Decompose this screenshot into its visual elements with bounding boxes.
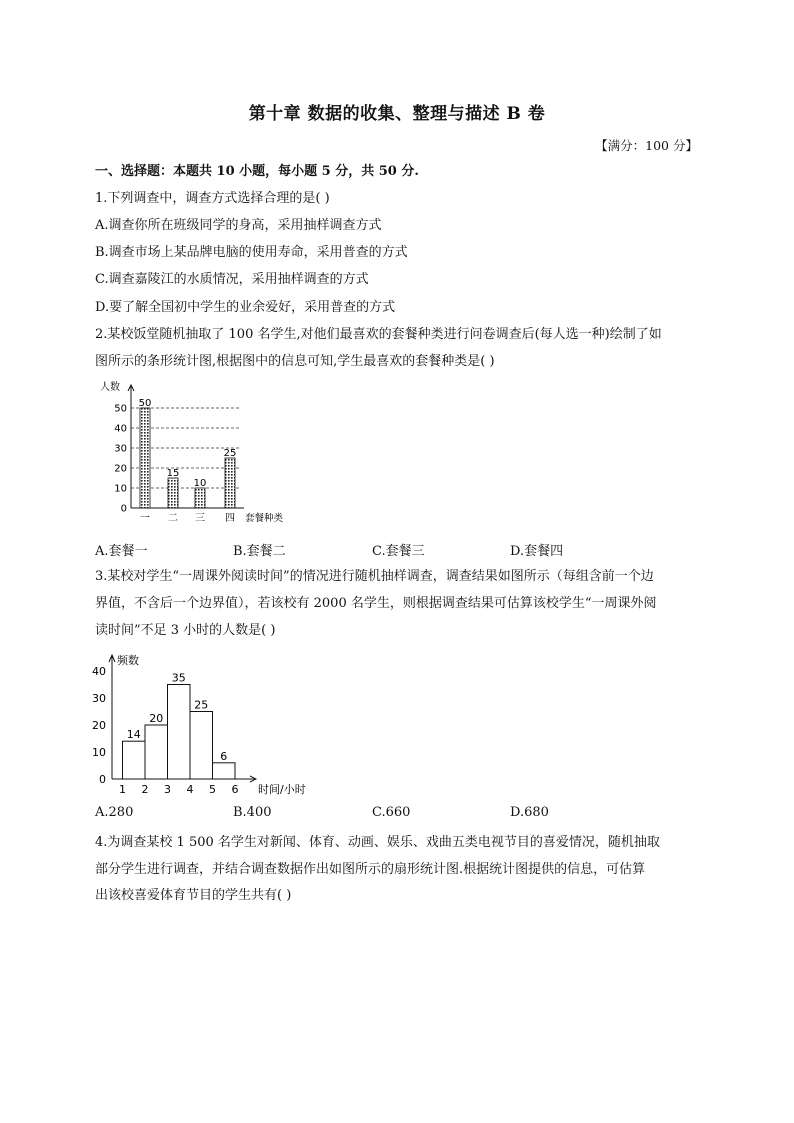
x-tick-label: 四 — [225, 513, 235, 524]
y-axis-label: 频数 — [117, 654, 139, 667]
q3-stem-line3: 读时间”不足 3 小时的人数是( ) — [95, 623, 276, 638]
histogram-bar — [168, 685, 191, 780]
q2-stem-line2: 图所示的条形统计图,根据图中的信息可知,学生最喜欢的套餐种类是( ) — [95, 354, 495, 369]
x-tick-label: 一 — [140, 513, 150, 524]
q2-option-b: B.套餐二 — [233, 544, 286, 559]
q1-option-d: D.要了解全国初中学生的业余爱好，采用普查的方式 — [95, 300, 396, 315]
q2-option-c: C.套餐三 — [372, 544, 425, 559]
bar — [195, 488, 205, 508]
y-tick-label: 20 — [92, 719, 106, 732]
x-axis-label: 时间/小时 — [258, 783, 306, 796]
q3-option-a: A.280 — [95, 805, 134, 820]
x-tick-label: 3 — [164, 783, 171, 796]
histogram-bar — [190, 712, 213, 780]
y-tick-label: 10 — [114, 483, 127, 495]
q1-option-b: B.调查市场上某品牌电脑的使用寿命，采用普查的方式 — [95, 245, 408, 260]
y-tick-label: 30 — [114, 443, 127, 455]
x-tick-label: 2 — [141, 783, 149, 796]
meal-bar-chart — [96, 378, 306, 533]
histogram-bar — [123, 741, 146, 779]
x-tick-label: 三 — [195, 513, 205, 524]
q3-option-c: C.660 — [372, 805, 411, 820]
x-tick-label: 二 — [168, 513, 178, 524]
y-tick-label: 40 — [92, 665, 106, 678]
y-tick-label: 40 — [114, 423, 127, 435]
y-tick-label: 10 — [92, 746, 106, 759]
y-tick-label: 20 — [114, 463, 127, 475]
q3-stem-line2: 界值，不含后一个边界值），若该校有 2000 名学生，则根据调查结果可估算该校学生“一周课外阅 — [95, 596, 657, 611]
q4-stem-line1: 4.为调查某校 1 500 名学生对新闻、体育、动画、娱乐、戏曲五类电视节目的喜爱情况，随机抽取 — [95, 835, 660, 850]
bar — [168, 478, 178, 508]
histogram-bar — [145, 725, 168, 779]
q4-stem-line3: 出该校喜爱体育节目的学生共有( ) — [95, 888, 292, 903]
page-title: 第十章 数据的收集、整理与描述 B 卷 — [248, 104, 546, 124]
q2-option-a: A.套餐一 — [95, 544, 148, 559]
section-heading: 一、选择题：本题共 10 小题，每小题 5 分，共 50 分. — [95, 164, 419, 179]
y-axis-label: 人数 — [100, 382, 120, 393]
full-score: 【满分：100 分】 — [595, 138, 698, 153]
y-tick-label: 50 — [114, 403, 127, 415]
bar-value-label: 14 — [126, 728, 141, 742]
q1-option-a: A.调查你所在班级同学的身高，采用抽样调查方式 — [95, 218, 382, 233]
q2-option-d: D.套餐四 — [510, 544, 564, 559]
q3-option-d: D.680 — [510, 805, 549, 820]
bar-value-label: 25 — [223, 448, 237, 459]
bar-value-label: 10 — [193, 478, 207, 489]
x-tick-label: 6 — [231, 783, 239, 796]
y-tick-label: 0 — [99, 773, 106, 786]
bar-value-label: 6 — [220, 749, 228, 763]
bar-value-label: 50 — [138, 398, 152, 409]
x-tick-label: 4 — [186, 783, 194, 796]
q1-option-c: C.调查嘉陵江的水质情况，采用抽样调查的方式 — [95, 272, 369, 287]
bar-value-label: 15 — [166, 468, 180, 479]
x-tick-label: 1 — [119, 783, 126, 796]
x-tick-label: 5 — [209, 783, 216, 796]
x-axis-label: 套餐种类 — [245, 513, 284, 524]
bar — [225, 458, 235, 508]
y-tick-label: 0 — [120, 503, 127, 515]
bar-value-label: 20 — [149, 712, 164, 725]
y-tick-label: 30 — [92, 692, 106, 705]
q2-stem-line1: 2.某校饭堂随机抽取了 100 名学生,对他们最喜欢的套餐种类进行问卷调查后(每人选一种)绘制了如 — [95, 327, 662, 342]
reading-time-histogram — [88, 648, 318, 800]
histogram-bar — [213, 763, 236, 779]
bar — [140, 408, 150, 508]
bar-value-label: 25 — [194, 698, 209, 712]
q3-stem-line1: 3.某校对学生“一周课外阅读时间”的情况进行随机抽样调查，调查结果如图所示（每组含前一个边 — [95, 569, 654, 584]
bar-value-label: 35 — [171, 671, 186, 685]
q3-option-b: B.400 — [233, 805, 272, 820]
q4-stem-line2: 部分学生进行调查，并结合调查数据作出如图所示的扇形统计图.根据统计图提供的信息，可估算 — [95, 862, 646, 877]
q1-stem: 1.下列调查中，调查方式选择合理的是( ) — [95, 191, 330, 206]
